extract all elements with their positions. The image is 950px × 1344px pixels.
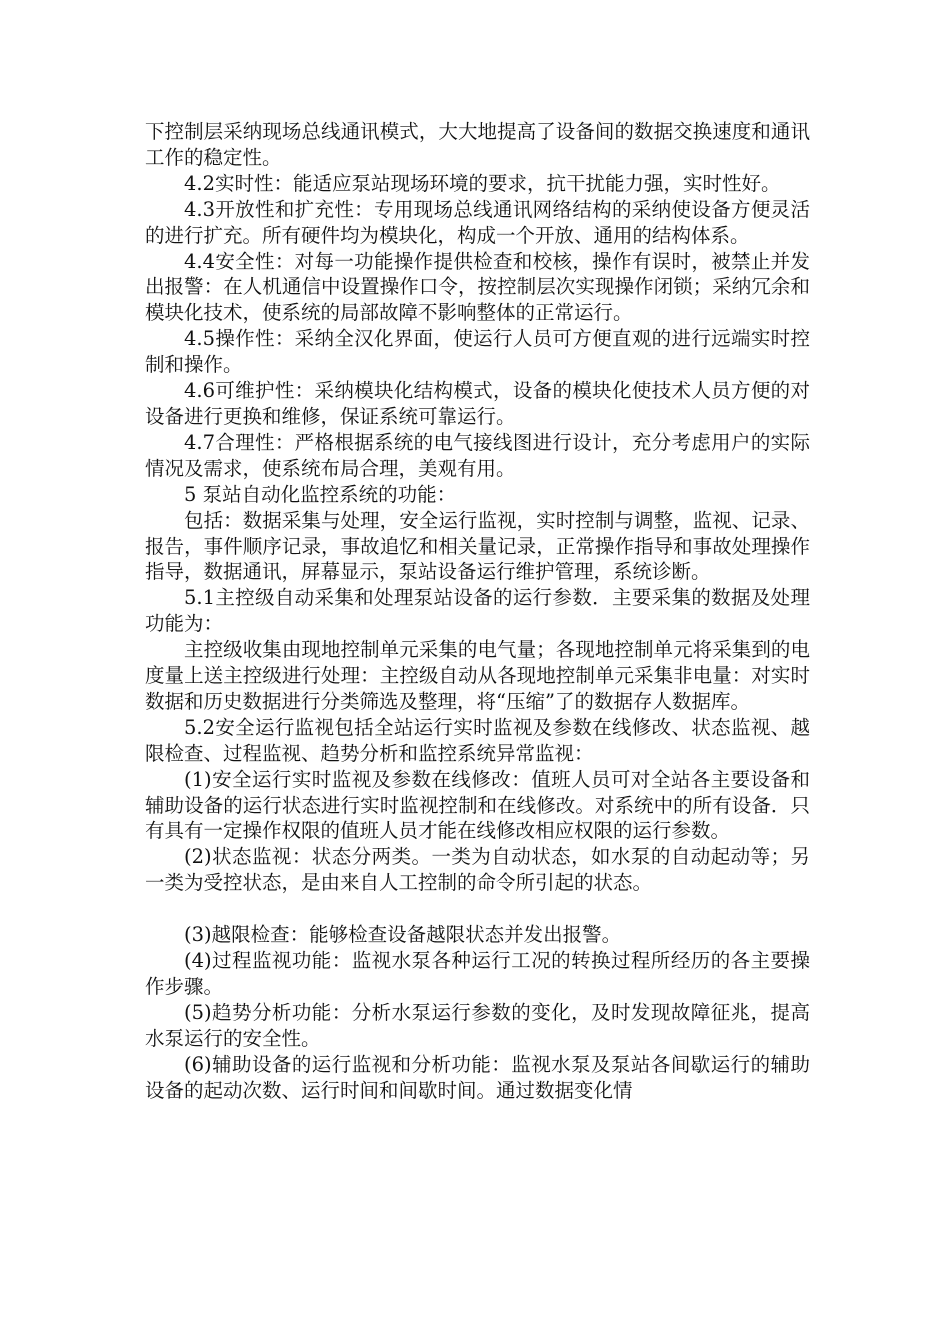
paragraph-4-6-maintainability: 4.6可维护性：采纳模块化结构模式，设备的模块化使技术人员方便的对设备进行更换和维修，保证系统可靠运行。 <box>145 379 810 428</box>
paragraph-4-7-rationality: 4.7合理性：严格根据系统的电气接线图进行设计，充分考虑用户的实际情况及需求，使系统布局合理，美观有用。 <box>145 430 810 480</box>
paragraph-5-1-data-acquisition: 5.1主控级自动采集和处理泵站设备的运行参数．主要采集的数据及处理功能为： <box>145 586 810 636</box>
list-item-6-auxiliary-equipment: (6)辅助设备的运行监视和分析功能：监视水泵及泵站各间歇运行的辅助设备的起动次数、运行时间和间歇时间。通过数据变化情 <box>145 1052 810 1102</box>
paragraph-4-3-openness: 4.3开放性和扩充性：专用现场总线通讯网络结构的采纳使设备方便灵活的进行扩充。所有硬件均为模块化，构成一个开放、通用的结构体系。 <box>145 197 810 247</box>
paragraph-5-2-safety-monitoring: 5.2安全运行监视包括全站运行实时监视及参数在线修改、状态监视、越限检查、过程监视、趋势分析和监控系统异常监视： <box>145 715 810 765</box>
list-item-1-realtime-monitoring: (1)安全运行实时监视及参数在线修改：值班人员可对全站各主要设备和辅助设备的运行状态进行实时监视控制和在线修改。对系统中的所有设备．只有具有一定操作权限的值班人员才能在线修改相应权限的运行参数。 <box>145 767 810 843</box>
list-item-2-status-monitoring: (2)状态监视：状态分两类。一类为自动状态，如水泵的自动起动等；另一类为受控状态，是由来自人工控制的命令所引起的状态。 <box>145 845 810 895</box>
paragraph-5-1-details: 主控级收集由现地控制单元采集的电气量；各现地控制单元将采集到的电度量上送主控级进行处理：主控级自动从各现地控制单元采集非电量：对实时数据和历史数据进行分类筛选及整理，将“压缩”了的数据存人数据库。 <box>145 638 810 713</box>
paragraph-4-5-operability: 4.5操作性：采纳全汉化界面，使运行人员可方便直观的进行远端实时控制和操作。 <box>145 327 810 377</box>
paragraph-intro-continued: 下控制层采纳现场总线通讯模式，大大地提高了设备间的数据交换速度和通讯工作的稳定性。 <box>145 120 810 169</box>
paragraph-functions-overview: 包括：数据采集与处理，安全运行监视，实时控制与调整，监视、记录、报告，事件顺序记录，事故追忆和相关量记录，正常操作指导和事故处理操作指导，数据通讯，屏幕显示，泵站设备运行维护管理，系统诊断。 <box>145 508 810 584</box>
list-item-5-trend-analysis: (5)趋势分析功能：分析水泵运行参数的变化，及时发现故障征兆，提高水泵运行的安全性。 <box>145 1000 810 1050</box>
paragraph-4-2-realtime: 4.2实时性：能适应泵站现场环境的要求，抗干扰能力强，实时性好。 <box>184 171 781 195</box>
list-item-3-limit-check: (3)越限检查：能够检查设备越限状态并发出报警。 <box>184 923 622 947</box>
paragraph-4-4-security: 4.4安全性：对每一功能操作提供检查和校核，操作有误时，被禁止并发出报警：在人机通信中设置操作口令，按控制层次实现操作闭锁；采纳冗余和模块化技术，使系统的局部故障不影响整体的正常运行。 <box>145 249 810 325</box>
section-heading-5-functions: 5 泵站自动化监控系统的功能： <box>184 482 457 506</box>
document-page <box>145 119 810 1103</box>
list-item-4-process-monitoring: (4)过程监视功能：监视水泵各种运行工况的转换过程所经历的各主要操作步骤。 <box>145 948 810 998</box>
